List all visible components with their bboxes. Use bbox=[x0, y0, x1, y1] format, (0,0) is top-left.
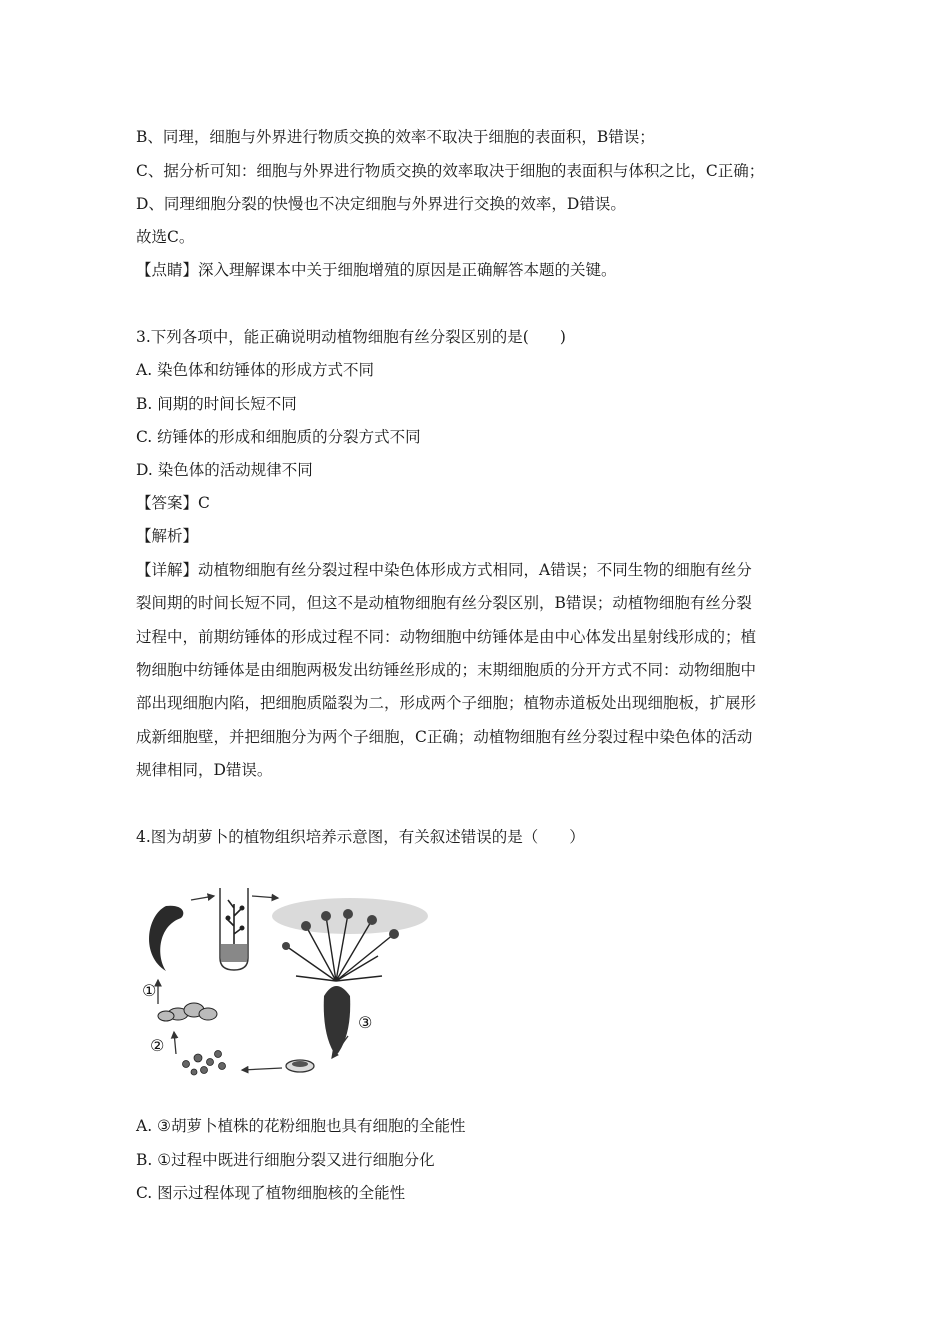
question-3-detail-line: 成新细胞壁，并把细胞分为两个子细胞，C正确；动植物细胞有丝分裂过程中染色体的活动 bbox=[136, 728, 753, 746]
question-3-option-a: A. 染色体和纺锤体的形成方式不同 bbox=[136, 361, 375, 379]
analysis-option-d: D、同理细胞分裂的快慢也不决定细胞与外界进行交换的效率，D错误。 bbox=[136, 195, 626, 213]
question-3-stem: 3.下列各项中，能正确说明动植物细胞有丝分裂区别的是( ) bbox=[136, 328, 566, 346]
step-3-label: ③ bbox=[358, 1013, 373, 1032]
comment: 【点睛】深入理解课本中关于细胞增殖的原因是正确解答本题的关键。 bbox=[136, 261, 617, 279]
question-3-detail-line: 部出现细胞内陷，把细胞质隘裂为二，形成两个子细胞；植物赤道板处出现细胞板，扩展形 bbox=[136, 694, 757, 712]
question-3-detail-line: 裂间期的时间长短不同，但这不是动植物细胞有丝分裂区别，B错误；动植物细胞有丝分裂 bbox=[136, 594, 752, 612]
question-3-option-b: B. 间期的时间长短不同 bbox=[136, 395, 297, 413]
question-4-option-a: A. ③胡萝卜植株的花粉细胞也具有细胞的全能性 bbox=[136, 1117, 466, 1135]
step-1-label: ① bbox=[142, 981, 157, 1000]
question-4-stem: 4.图为胡萝卜的植物组织培养示意图，有关叙述错误的是（ ） bbox=[136, 828, 585, 846]
choice-statement: 故选C。 bbox=[136, 228, 195, 246]
question-3-detail-line: 【详解】动植物细胞有丝分裂过程中染色体形成方式相同，A错误；不同生物的细胞有丝分 bbox=[136, 561, 752, 579]
question-3-analysis-title: 【解析】 bbox=[136, 527, 199, 545]
question-3-detail-line: 规律相同，D错误。 bbox=[136, 761, 273, 779]
question-3-detail-line: 物细胞中纺锤体是由细胞两极发出纺锤丝形成的；末期细胞质的分开方式不同：动物细胞中 bbox=[136, 661, 757, 679]
question-4-option-c: C. 图示过程体现了植物细胞核的全能性 bbox=[136, 1184, 406, 1202]
question-3-option-d: D. 染色体的活动规律不同 bbox=[136, 461, 313, 479]
single-cells-icon bbox=[183, 1051, 226, 1076]
test-tube-icon bbox=[220, 888, 248, 970]
question-3-option-c: C. 纺锤体的形成和细胞质的分裂方式不同 bbox=[136, 428, 421, 446]
analysis-option-b: B、同理，细胞与外界进行物质交换的效率不取决于细胞的表面积，B错误； bbox=[136, 128, 655, 146]
carrot-tissue-culture-diagram bbox=[136, 886, 436, 1086]
step-2-label: ② bbox=[150, 1036, 165, 1055]
question-4-option-b: B. ①过程中既进行细胞分裂又进行细胞分化 bbox=[136, 1151, 435, 1169]
question-3-detail-line: 过程中，前期纺锤体的形成过程不同：动物细胞中纺锤体是由中心体发出星射线形成的；植 bbox=[136, 628, 757, 646]
cell-clump-icon bbox=[158, 1003, 217, 1021]
carrot-plant-icon bbox=[272, 898, 428, 1056]
question-3-answer: 【答案】C bbox=[136, 494, 210, 512]
explant-tissue bbox=[149, 906, 183, 971]
analysis-option-c: C、据分析可知：细胞与外界进行物质交换的效率取决于细胞的表面积与体积之比，C正确； bbox=[136, 162, 765, 180]
petri-dish-icon bbox=[286, 1060, 314, 1072]
